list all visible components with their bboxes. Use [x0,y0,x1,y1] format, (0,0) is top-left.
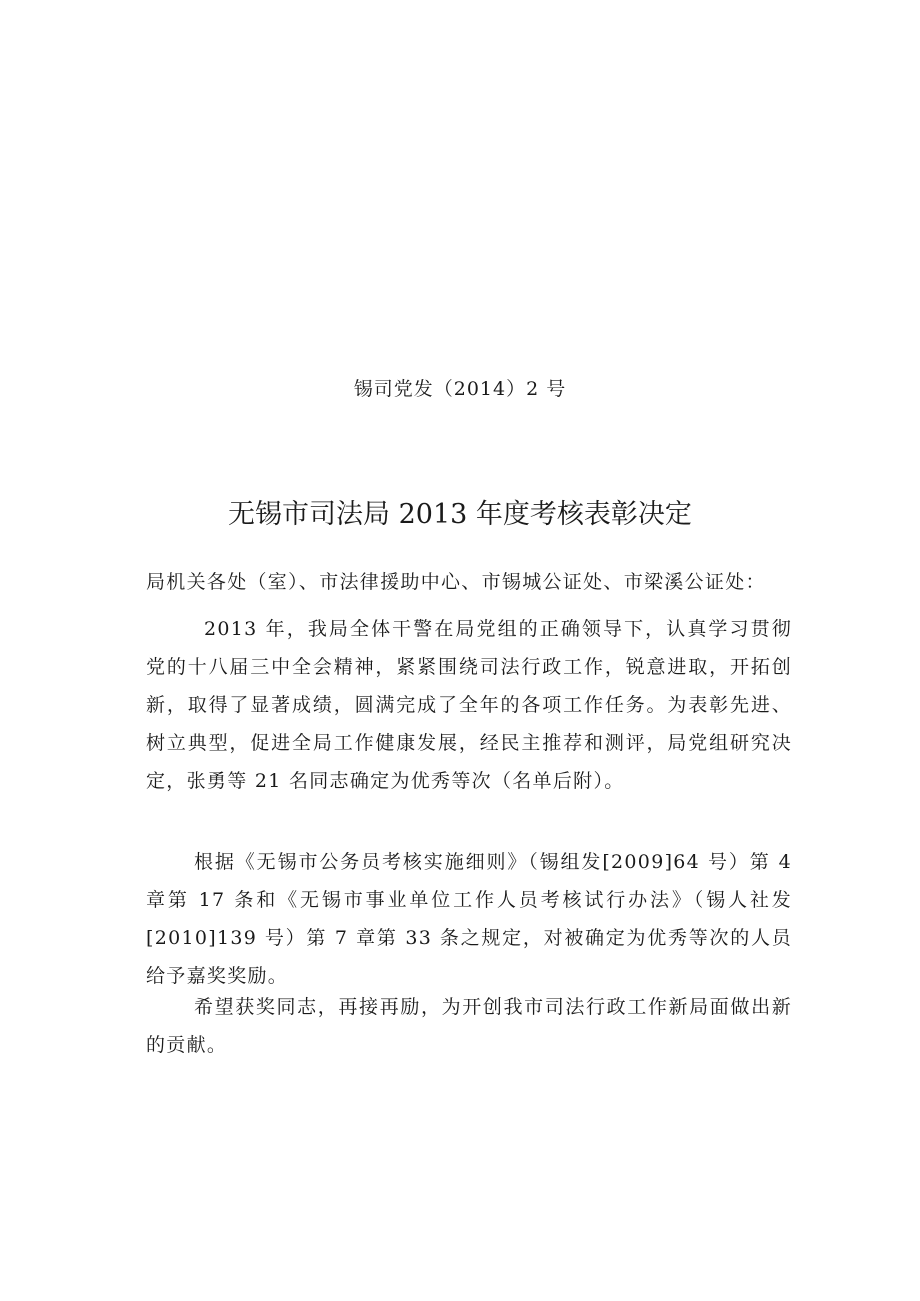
body-paragraph-3: 希望获奖同志，再接再励，为开创我市司法行政工作新局面做出新的贡献。 [146,996,792,1056]
document-title: 无锡市司法局 2013 年度考核表彰决定 [228,499,692,530]
body-paragraph-1: 2013 年，我局全体干警在局党组的正确领导下，认真学习贯彻党的十八届三中全会精神，紧紧围绕司法行政工作，锐意进取，开拓创新，取得了显著成绩，圆满完成了全年的各项工作任务。为表彰先进、树立典型，促进全局工作健康发展，经民主推荐和测评，局党组研究决定，张勇等 21 名同志确定为优秀等次（名单后附）。 [146,618,792,792]
addressee-line: 局机关各处（室）、市法律援助中心、市锡城公证处、市梁溪公证处： [146,571,766,593]
document-number: 锡司党发（2014）2 号 [353,378,567,400]
body-paragraph-2: 根据《无锡市公务员考核实施细则》（锡组发[2009]64 号）第 4 章第 17 条和《无锡市事业单位工作人员考核试行办法》（锡人社发[2010]139 号）第 7 章第 33 条之规定，对被确定为优秀等次的人员给予嘉奖奖励。 [146,851,792,987]
